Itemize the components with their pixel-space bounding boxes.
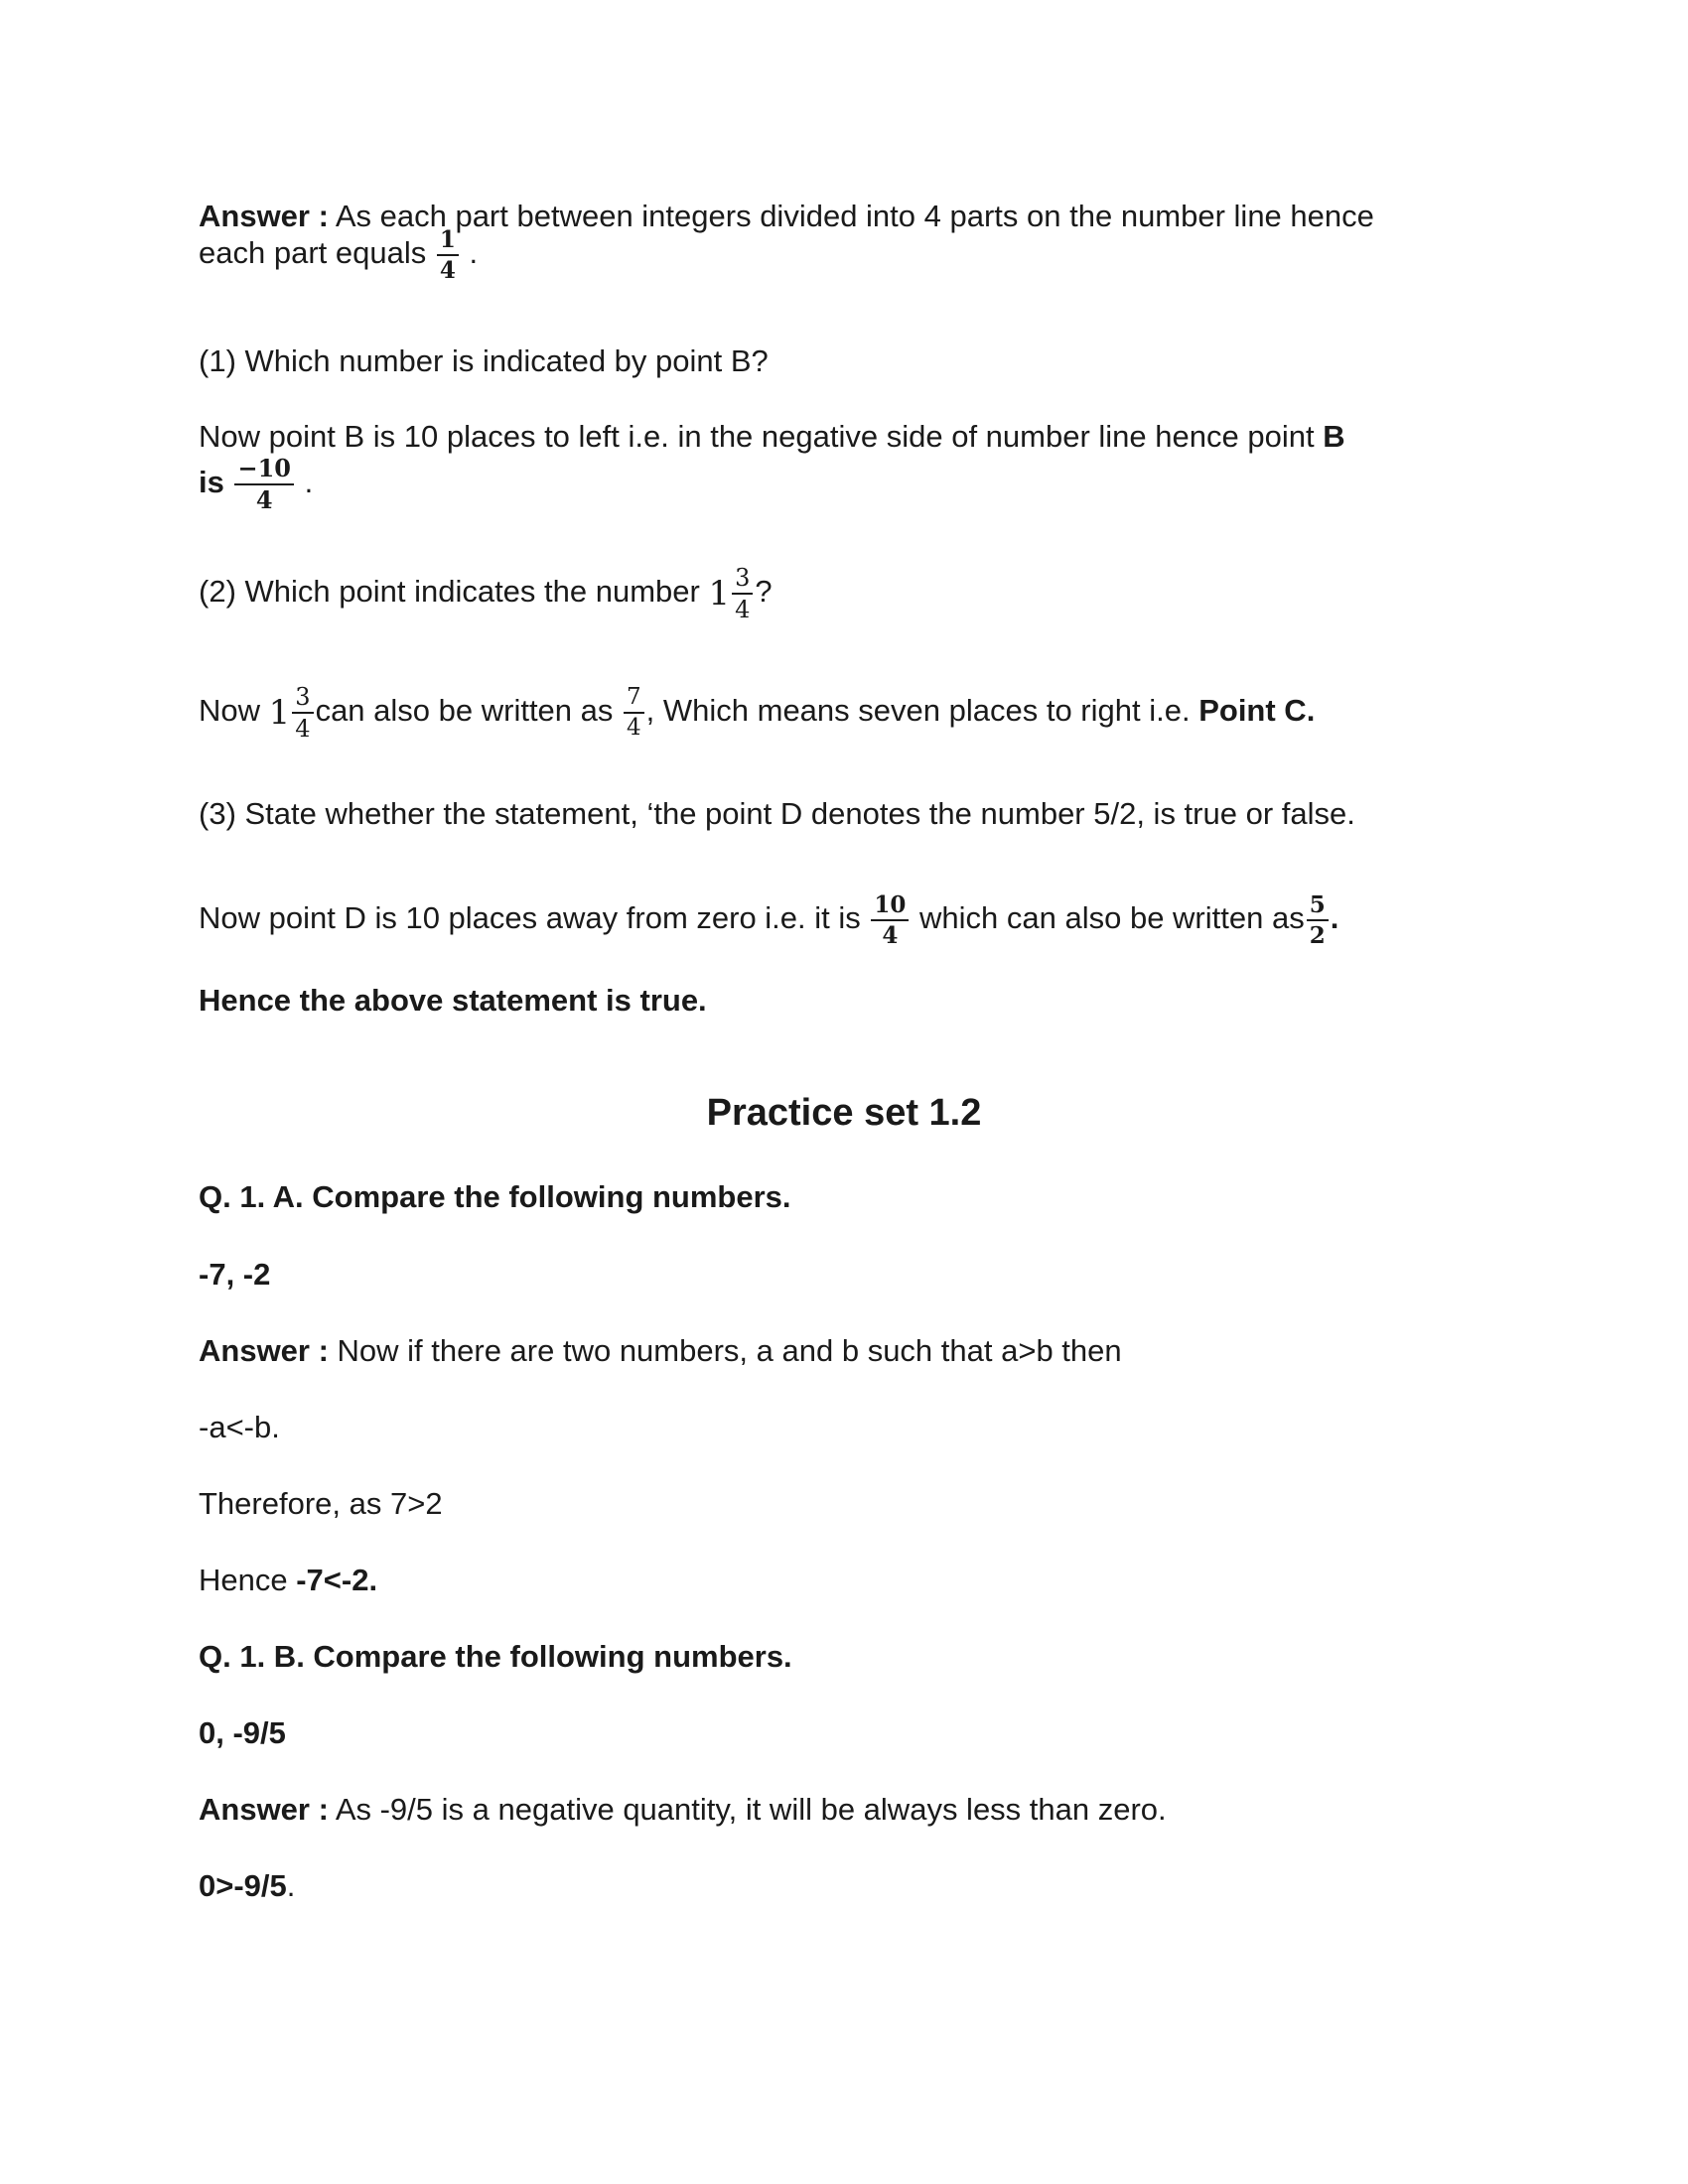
- question-title: Q. 1. A. Compare the following numbers.: [199, 1179, 791, 1214]
- question-title: Q. 1. B. Compare the following numbers.: [199, 1639, 792, 1674]
- answer-label: Answer :: [199, 1792, 329, 1827]
- fraction: [234, 454, 294, 514]
- answer-text: As -9/5 is a negative quantity, it will be always less than zero.: [328, 1792, 1167, 1827]
- question-2: [199, 566, 773, 621]
- answer-bold: -7<-2.: [296, 1563, 378, 1597]
- answer-line-2: [199, 454, 314, 514]
- answer-conclusion: Hence the above statement is true.: [199, 983, 707, 1018]
- fraction: [871, 893, 909, 947]
- fraction: [624, 686, 644, 740]
- fraction-numerator: 3: [732, 566, 753, 595]
- question-numbers: -7, -2: [199, 1257, 271, 1292]
- answer-bold: is: [199, 465, 224, 500]
- fraction-numerator: −10: [234, 457, 294, 485]
- fraction-denominator: 4: [627, 715, 641, 741]
- fraction-numerator: 3: [292, 685, 313, 714]
- answer-text: can also be written as: [315, 693, 623, 729]
- answer-bold: B: [1323, 419, 1345, 454]
- fraction-numerator: 1: [437, 228, 459, 256]
- answer-line: [199, 893, 1338, 947]
- answer-text: Now if there are two numbers, a and b such that a>b then: [328, 1333, 1122, 1368]
- answer-bold: 0>-9/5: [199, 1868, 287, 1903]
- fraction-numerator: 10: [871, 893, 909, 921]
- mixed-whole: 1: [708, 574, 731, 614]
- answer-text: As each part between integers divided into 4 parts on the number line hence: [328, 199, 1374, 233]
- question-1: (1) Which number is indicated by point B?: [199, 343, 769, 378]
- answer-line-2: [199, 228, 478, 282]
- answer-text: Now: [199, 693, 269, 729]
- fraction-denominator: 4: [255, 485, 273, 514]
- answer-label: Answer :: [199, 199, 329, 233]
- fraction-denominator: 4: [882, 922, 899, 949]
- fraction: [1307, 893, 1329, 947]
- answer-text: .: [296, 465, 314, 500]
- question-3: (3) State whether the statement, ‘the point D denotes the number 5/2, is true or false.: [199, 796, 1355, 831]
- fraction-denominator: 4: [439, 257, 456, 284]
- question-text: ?: [755, 574, 773, 610]
- answer-line: [199, 417, 1345, 457]
- answer-line: [199, 1790, 1167, 1830]
- fraction: [732, 566, 753, 621]
- fraction-denominator: 2: [1309, 922, 1326, 949]
- answer-text: Hence: [199, 1563, 297, 1597]
- answer-text: each part equals: [199, 235, 435, 271]
- answer-line: [199, 685, 1315, 741]
- answer-text: Now point B is 10 places to left i.e. in the negative side of number line hence point: [199, 419, 1324, 454]
- answer-bold: Point C.: [1198, 693, 1316, 729]
- answer-line: [199, 1561, 377, 1600]
- answer-line: Therefore, as 7>2: [199, 1486, 443, 1521]
- fraction: [292, 685, 313, 741]
- answer-text: .: [286, 1868, 296, 1903]
- fraction-numerator: 7: [624, 686, 644, 714]
- fraction-denominator: 4: [295, 715, 311, 743]
- answer-label: Answer :: [199, 1333, 329, 1368]
- question-numbers: 0, -9/5: [199, 1715, 286, 1750]
- answer-text: .: [460, 235, 479, 271]
- answer-line: -a<-b.: [199, 1410, 280, 1444]
- answer-text: which can also be written as: [911, 900, 1305, 936]
- answer-line: [199, 1866, 295, 1906]
- question-text: (2) Which point indicates the number: [199, 574, 709, 610]
- section-title: Practice set 1.2: [706, 1092, 982, 1134]
- answer-text: , Which means seven places to right i.e.: [645, 693, 1199, 729]
- answer-line: [199, 1331, 1122, 1371]
- answer-text: Now point D is 10 places away from zero i.e. it is: [199, 900, 870, 936]
- mixed-whole: 1: [268, 693, 291, 733]
- fraction-denominator: 4: [735, 596, 751, 623]
- answer-bold: .: [1330, 900, 1339, 936]
- fraction: [437, 228, 459, 282]
- fraction-numerator: 5: [1307, 893, 1329, 921]
